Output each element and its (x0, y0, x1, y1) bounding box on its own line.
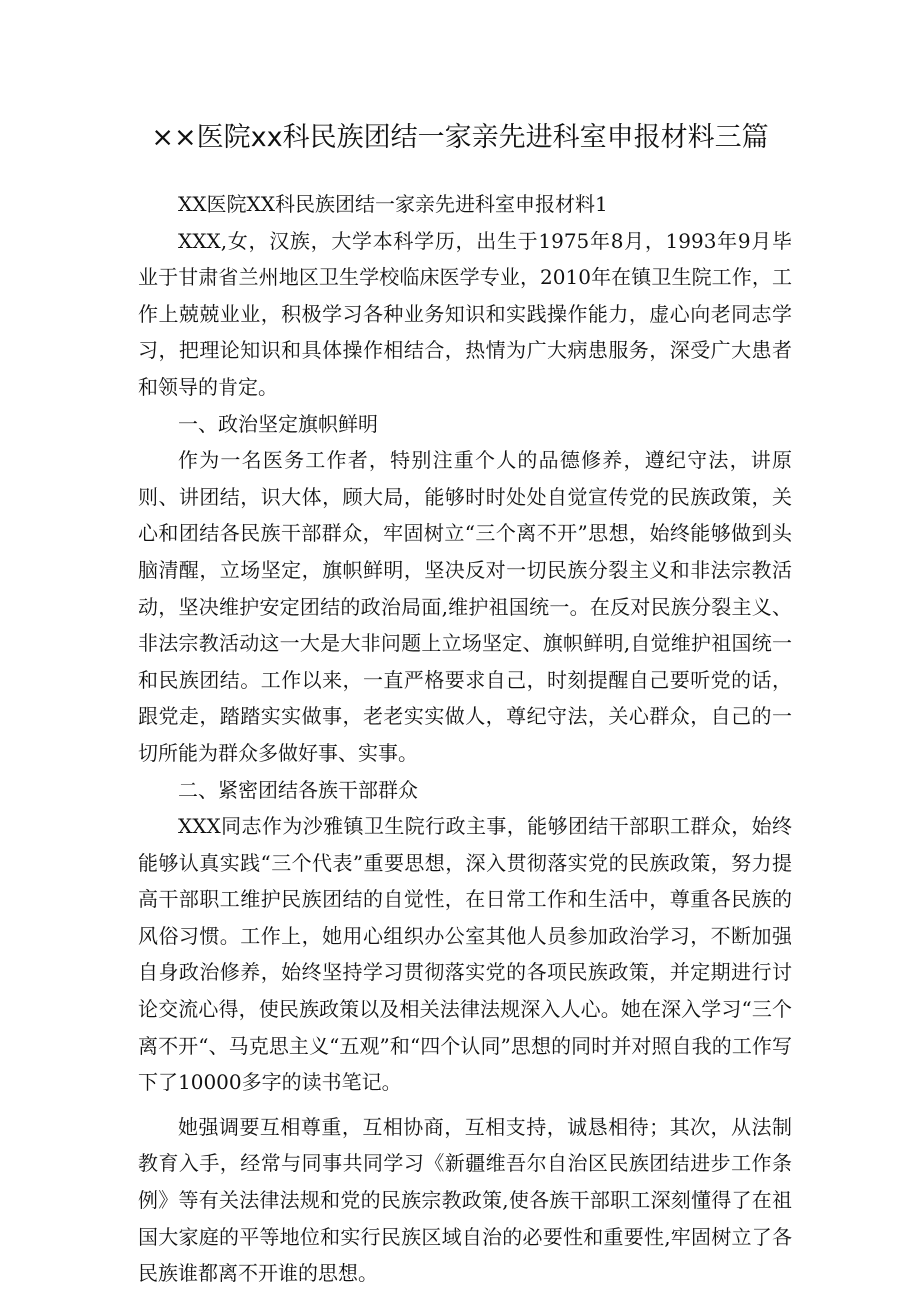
section-heading-1: 一、政治坚定旗帜鲜明 (178, 411, 378, 436)
section-2-paragraph: XXX同志作为沙雅镇卫生院行政主事，能够团结干部职工群众，始终能够认真实践“三个代表”重要思想，深入贯彻落实党的民族政策，努力提高干部职工维护民族团结的自觉性，在日常工作和生活中，尊重各民族的风俗习惯。工作上，她用心组织办公室其他人员参加政治学习，不断加强自身政治修养，始终坚持学习贯彻落实党的各项民族政策，并定期进行讨论交流心得，使民族政策以及相关法律法规深入人心。她在深入学习“三个离不开“、马克思主义“五观”和“四个认同”思想的同时并对照自我的工作写下了10000多字的读书笔记。 (138, 814, 792, 1095)
section-2-paragraph-2: 她强调要互相尊重，互相协商，互相支持，诚恳相待；其次，从法制教育入手，经常与同事共同学习《新疆维吾尔自治区民族团结进步工作条例》等有关法律法规和党的民族宗教政策,使各族干部职工深刻懂得了在祖国大家庭的平等地位和实行民族区域自治的必要性和重要性,牢固树立了各民族谁都离不开谁的思想。 (138, 1114, 792, 1286)
section-subtitle: XX医院XX科民族团结一家亲先进科室申报材料1 (178, 192, 608, 216)
document-body (138, 186, 792, 1292)
section-heading-2: 二、紧密团结各族干部群众 (178, 777, 418, 802)
document-title: ××医院xx科民族团结一家亲先进科室申报材料三篇 (151, 122, 769, 153)
section-1-paragraph: 作为一名医务工作者，特别注重个人的品德修养，遵纪守法，讲原则、讲团结，识大体，顾大局，能够时时处处自觉宣传党的民族政策，关心和团结各民族干部群众，牢固树立“三个离不开”思想，始终能够做到头脑清醒，立场坚定，旗帜鲜明，坚决反对一切民族分裂主义和非法宗教活动，坚决维护安定团结的政治局面,维护祖国统一。在反对民族分裂主义、非法宗教活动这一大是大非问题上立场坚定、旗帜鲜明,自觉维护祖国统一和民族团结。工作以来，一直严格要求自己，时刻提醒自己要听党的话，跟党走，踏踏实实做事，老老实实做人，尊纪守法，关心群众，自己的一切所能为群众多做好事、实事。 (138, 448, 792, 765)
intro-paragraph: XXX,女，汉族，大学本科学历，出生于1975年8月，1993年9月毕业于甘肃省兰州地区卫生学校临床医学专业，2010年在镇卫生院工作，工作上兢兢业业，积极学习各种业务知识和实践操作能力，虚心向老同志学习，把理论知识和具体操作相结合，热情为广大病患服务，深受广大患者和领导的肯定。 (138, 228, 792, 399)
